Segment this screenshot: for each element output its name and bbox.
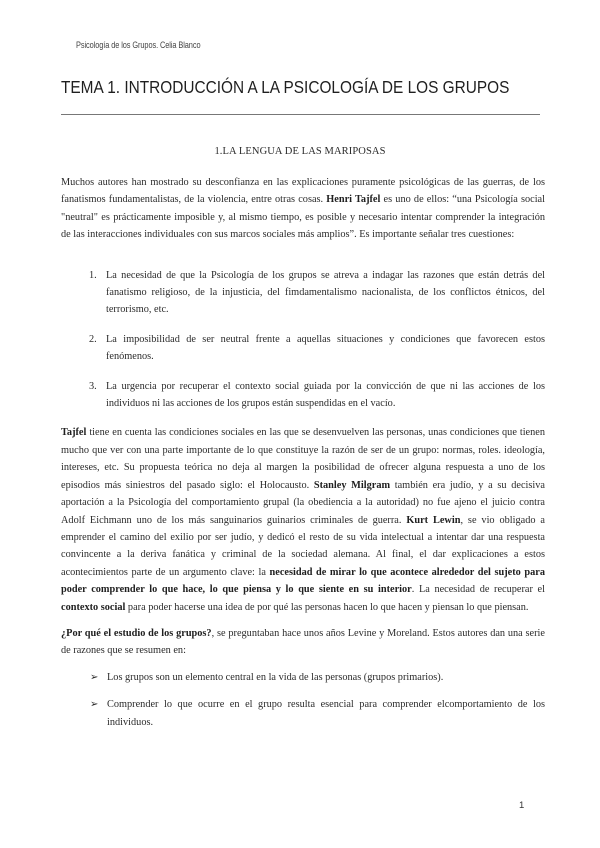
body-paragraph: Tajfel tiene en cuenta las condiciones sociales en las que se desenvuelven las personas, unas condiciones que tienen mucho que ver con una parte importante de lo que constituye la razón de ser de un grupo: normas, roles. ideología, intereses, etc. Su propuesta teórica no deja al margen la posibilidad de ofrecer alguna respuesta a uno de los episodios más siniestros del pasado siglo: el Holocausto. Stanley Milgram también era judío, y a su decisiva aportación a la Psicología del comportamiento grupal (la obediencia a la autoridad) no fue ajeno el juicio contra Adolf Eichmann uno de los más sanguinarios guinarios criminales de guerra. Kurt Lewin, se vio obligado a emprender el camino del exilio por ser judío, y dedicó el resto de su vida intelectual a intentar dar una respuesta convincente a la deriva fanática y criminal de la sociedad alemana. Al final, el dar explicaciones a estos acontecimientos parte de un argumento clave: la necesidad de mirar lo que acontece alrededor del sujeto para poder comprender lo que hace, lo que piensa y lo que siente en su interior. La necesidad de recuperar el contexto social para poder hacerse una idea de por qué las personas hacen lo que hacen y piensan lo que piensan. (61, 427, 545, 613)
author-name: Henri Tajfel (326, 194, 381, 206)
author-name: Kurt Lewin (406, 514, 461, 526)
bullet-list (61, 669, 545, 731)
author-name: Tajfel (61, 427, 87, 439)
intro-paragraph: Muchos autores han mostrado su desconfianza en las explicaciones puramente psicológicas de las guerras, de los fanatismos fundamentalistas, de la violencia, entre otras cosas. Henri Tajfel es uno de ellos: “una Psicología social "neutral" es prácticamente imposible y, al mismo tiempo, es posible y necesario intentar comprender la integración de las interacciones individuales con sus marcos sociales más amplios”. Es importante señalar tres cuestiones: (61, 177, 545, 241)
list-item: 2. La imposibilidad de ser neutral frente a aquellas situaciones y condiciones que favorecen estos fenómenos. (61, 331, 545, 366)
section-heading: 1.LA LENGUA DE LAS MARIPOSAS (214, 146, 386, 157)
key-argument: necesidad de mirar lo que acontece alrededor del sujeto para poder comprender lo que hace, lo que piensa y lo que siente en su interior (61, 566, 545, 596)
page-title: TEMA 1. INTRODUCCIÓN A LA PSICOLOGÍA DE LOS GRUPOS (61, 77, 510, 97)
list-item: ➢ Los grupos son un elemento central en la vida de las personas (grupos primarios). (61, 669, 545, 686)
document-body (61, 174, 545, 741)
numbered-list (61, 267, 545, 413)
list-item: 3. La urgencia por recuperar el contexto social guiada por la convicción de que ni las acciones de los individuos ni las acciones de los grupos están suspendidas en el vacío. (61, 378, 545, 413)
list-number: 1. (89, 269, 97, 281)
list-item: ➢ Comprender lo que ocurre en el grupo resulta esencial para comprender elcomportamiento de los individuos. (61, 696, 545, 731)
author-name: Stanley Milgram (313, 479, 391, 491)
question-paragraph: ¿Por qué el estudio de los grupos?, se preguntaban hace unos años Levine y Moreland. Estos autores dan una serie de razones que se resumen en: (61, 627, 545, 657)
key-term: contexto social (61, 601, 126, 613)
page-number: 1 (519, 800, 525, 811)
question-heading: ¿Por qué el estudio de los grupos? (61, 627, 212, 639)
title-divider (61, 114, 540, 115)
running-header: Psicología de los Grupos. Celia Blanco (76, 40, 201, 50)
list-number: 2. (89, 333, 97, 345)
list-item: 1. La necesidad de que la Psicología de los grupos se atreva a indagar las razones que están detrás del fanatismo religioso, de la injusticia, del fimdamentalismo nacionalista, de los conflictos étnicos, del terrorismo, etc. (61, 267, 545, 319)
list-number: 3. (89, 380, 97, 392)
arrow-bullet-icon: ➢ (90, 699, 99, 711)
arrow-bullet-icon: ➢ (90, 671, 99, 683)
